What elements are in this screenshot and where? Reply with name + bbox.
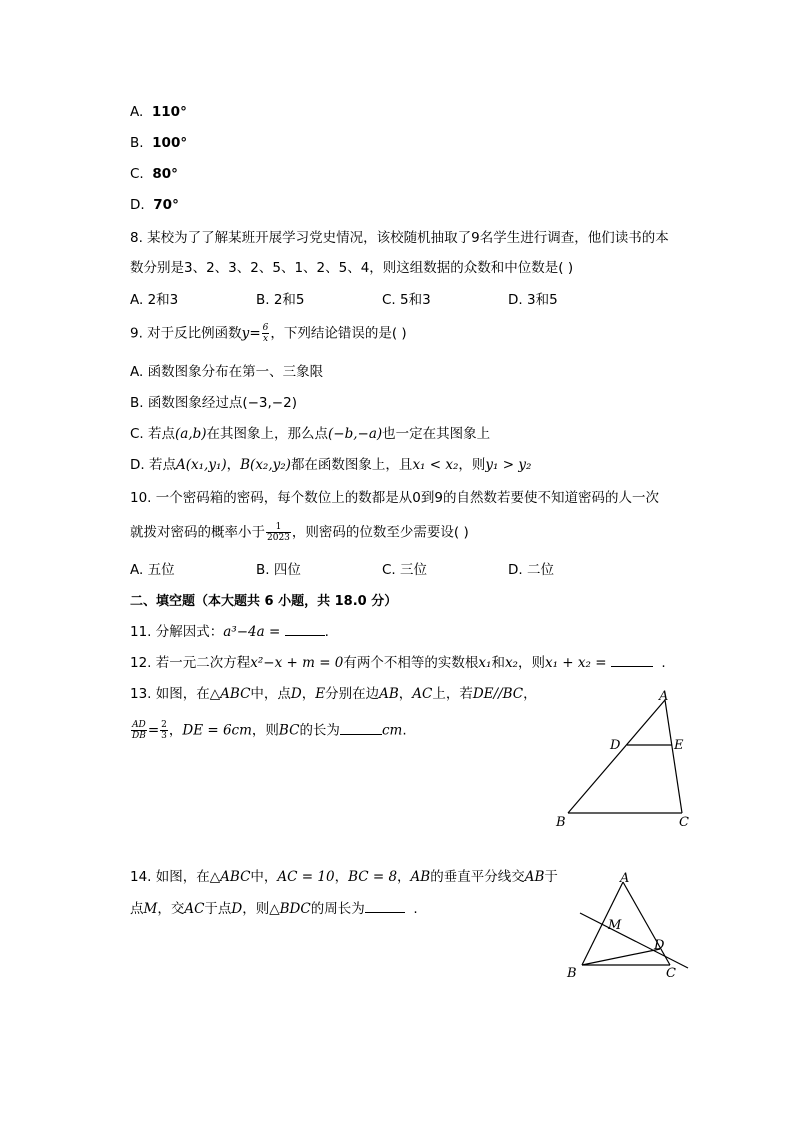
q14-label-m: M — [608, 918, 622, 933]
q13-line2: $\frac{AD}{DB}$ = $\frac{2}{3}$ ，DE = 6cm，则BC的长为 cm. — [132, 720, 407, 741]
q10-fraction: $\frac{1}{2023}$ — [267, 522, 290, 543]
q14-answer-blank — [365, 911, 405, 913]
q14-line1: 14. 如图，在△ABC中，AC = 10，BC = 8，AB的垂直平分线交AB于 — [130, 869, 558, 885]
q13-label-e: E — [674, 738, 684, 753]
q9-stem: 9. 对于反比例函数y= $\frac{6}{x}$ ，下列结论错误的是( ) — [130, 323, 407, 344]
q14-perpendicular-bisector — [580, 913, 688, 968]
q14-label-c: C — [666, 966, 676, 981]
q13-label-b: B — [556, 815, 566, 830]
q14-line2: 点M，交AC于点D，则△BDC的周长为 . — [130, 901, 418, 917]
q14-label-b: B — [567, 966, 577, 981]
q14-label-d: D — [654, 938, 665, 953]
q14-figure — [560, 866, 700, 986]
q8-option-b: B. 2和5 — [256, 292, 305, 308]
q13-value-fraction: $\frac{2}{3}$ — [161, 720, 167, 741]
q13-label-c: C — [679, 815, 689, 830]
q14-label-a: A — [620, 871, 630, 886]
q10-option-d: D. 二位 — [508, 562, 554, 578]
q13-side-ac — [665, 700, 682, 813]
q8-line2: 数分别是3、2、3、2、5、1、2、5、4，则这组数据的众数和中位数是( ) — [130, 260, 574, 276]
q8-option-d: D. 3和5 — [508, 292, 558, 308]
q14-segment-bd — [582, 949, 660, 965]
q12-answer-blank — [611, 665, 653, 667]
q13-label-a: A — [659, 689, 669, 704]
q13-answer-blank — [340, 733, 382, 735]
q9-option-b: B. 函数图象经过点(−3,−2) — [130, 395, 297, 411]
option-d-prev: D. 70° — [130, 197, 179, 213]
option-c-prev: C. 80° — [130, 166, 178, 182]
q11-answer-blank — [285, 634, 325, 636]
q8-option-c: C. 5和3 — [382, 292, 431, 308]
q9-option-c: C. 若点(a,b)在其图象上，那么点(−b,−a)也一定在其图象上 — [130, 426, 491, 442]
option-b-prev: B. 100° — [130, 135, 188, 151]
q10-option-c: C. 三位 — [382, 562, 428, 578]
q13-side-ab — [568, 700, 665, 813]
q13-label-d: D — [610, 738, 621, 753]
q9-fraction: $\frac{6}{x}$ — [262, 323, 269, 344]
option-a-prev: A. 110° — [130, 104, 187, 120]
q12: 12. 若一元二次方程x²−x + m = 0有两个不相等的实数根x₁和x₂，则x₁ + x₂ = . — [130, 655, 666, 671]
q9-option-d: D. 若点A(x₁,y₁)，B(x₂,y₂)都在函数图象上，且x₁ < x₂，则y₁ > y₂ — [130, 457, 532, 473]
q13-line1: 13. 如图，在△ABC中，点D，E分别在边AB，AC上，若DE//BC， — [130, 686, 537, 702]
q8-line1: 8. 某校为了了解某班开展学习党史情况，该校随机抽取了9名学生进行调查，他们读书的本 — [130, 230, 669, 246]
q10-option-b: B. 四位 — [256, 562, 301, 578]
q10-line2: 就拨对密码的概率小于 $\frac{1}{2023}$ ，则密码的位数至少需要设( ) — [130, 522, 469, 543]
section-heading: 二、填空题（本大题共 6 小题，共 18.0 分） — [130, 594, 398, 609]
q13-figure — [550, 680, 700, 830]
q8-option-a: A. 2和3 — [130, 292, 179, 308]
q11: 11. 分解因式：a³−4a = . — [130, 624, 329, 640]
q10-line1: 10. 一个密码箱的密码，每个数位上的数都是从0到9的自然数若要使不知道密码的人一次 — [130, 490, 659, 506]
q10-option-a: A. 五位 — [130, 562, 175, 578]
q13-ratio-fraction: $\frac{AD}{DB}$ — [132, 720, 146, 741]
q9-option-a: A. 函数图象分布在第一、三象限 — [130, 364, 324, 380]
